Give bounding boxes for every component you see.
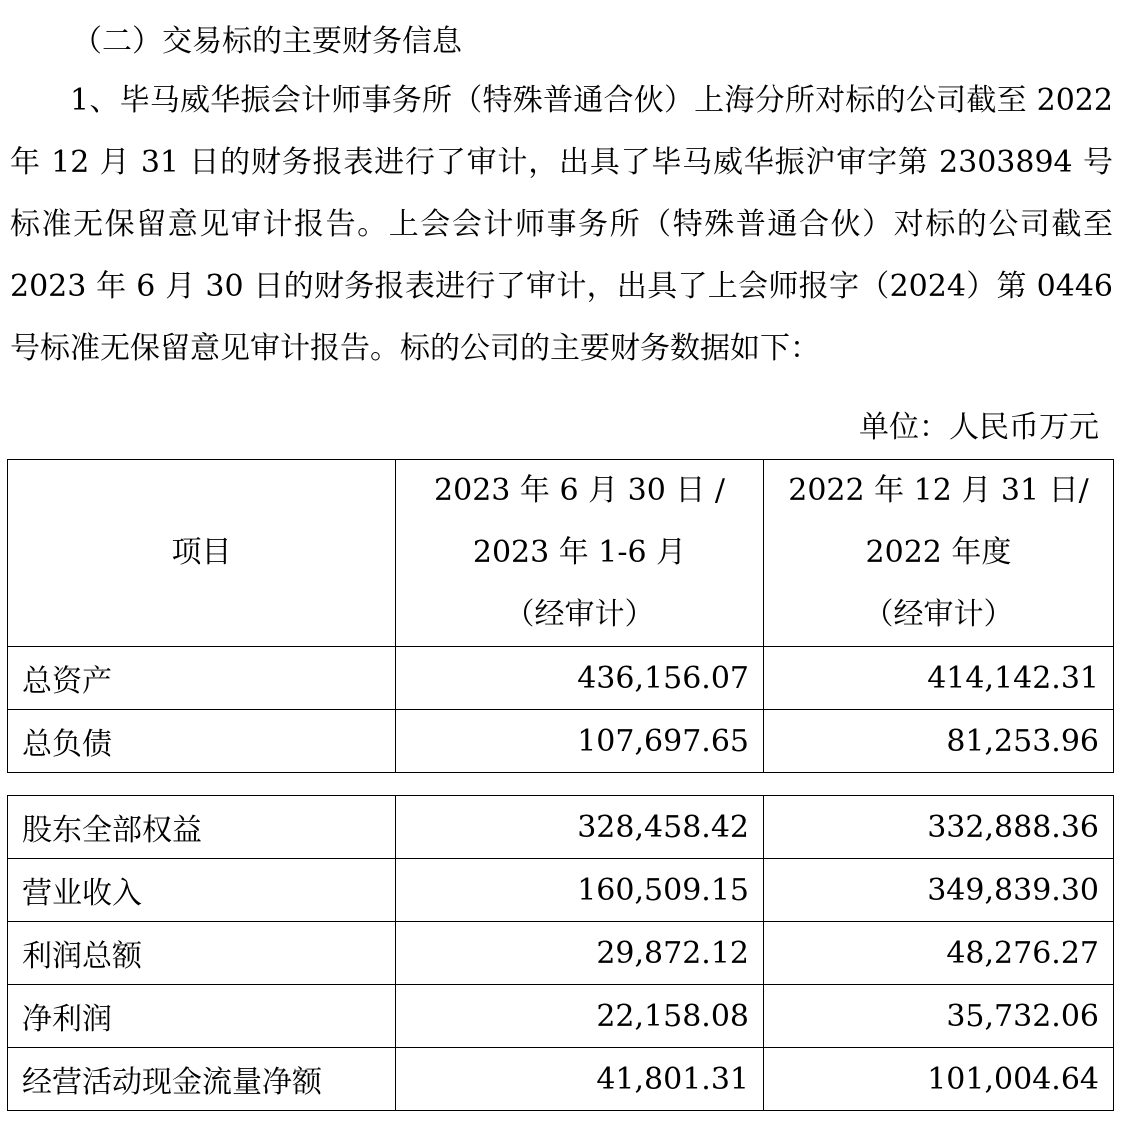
body-paragraph-block [10, 70, 1113, 380]
value-2023: 107,697.65 [396, 710, 764, 773]
table-row [8, 985, 1114, 1048]
table-row [8, 796, 1114, 859]
row-label: 净利润 [8, 985, 396, 1048]
row-label: 总负债 [8, 710, 396, 773]
table-row [8, 647, 1114, 710]
value-2023: 22,158.08 [396, 985, 764, 1048]
value-2023: 328,458.42 [396, 796, 764, 859]
financial-table-top [7, 459, 1114, 773]
table-row [8, 710, 1114, 773]
row-label: 营业收入 [8, 859, 396, 922]
section-heading: （二）交易标的主要财务信息 [72, 24, 462, 59]
table-header-row [8, 460, 1114, 647]
row-label: 总资产 [8, 647, 396, 710]
value-2022: 414,142.31 [764, 647, 1114, 710]
value-2022: 101,004.64 [764, 1048, 1114, 1111]
value-2023: 436,156.07 [396, 647, 764, 710]
header-item: 项目 [8, 460, 396, 647]
value-2023: 160,509.15 [396, 859, 764, 922]
header-period-2023: 2023 年 6 月 30 日 / 2023 年 1-6 月 （经审计） [396, 460, 764, 647]
value-2022: 81,253.96 [764, 710, 1114, 773]
table-row [8, 859, 1114, 922]
header-period-2022: 2022 年 12 月 31 日/ 2022 年度 （经审计） [764, 460, 1114, 647]
value-2022: 349,839.30 [764, 859, 1114, 922]
row-label: 利润总额 [8, 922, 396, 985]
value-2022: 48,276.27 [764, 922, 1114, 985]
unit-label: 单位：人民币万元 [859, 410, 1099, 445]
value-2022: 35,732.06 [764, 985, 1114, 1048]
body-paragraph: 1、毕马威华振会计师事务所（特殊普通合伙）上海分所对标的公司截至 2022 年 12 月 31 日的财务报表进行了审计，出具了毕马威华振沪审字第 2303894 号标准无保留意见审计报告。上会会计师事务所（特殊普通合伙）对标的公司截至 2023 年 6 月 30 日的财务报表进行了审计，出具了上会师报字（2024）第 0446 号标准无保留意见审计报告。标的公司的主要财务数据如下： [10, 83, 1113, 366]
financial-table-bottom [7, 795, 1114, 1111]
row-label: 股东全部权益 [8, 796, 396, 859]
row-label: 经营活动现金流量净额 [8, 1048, 396, 1111]
table-row [8, 1048, 1114, 1111]
value-2023: 41,801.31 [396, 1048, 764, 1111]
value-2023: 29,872.12 [396, 922, 764, 985]
table-row [8, 922, 1114, 985]
value-2022: 332,888.36 [764, 796, 1114, 859]
